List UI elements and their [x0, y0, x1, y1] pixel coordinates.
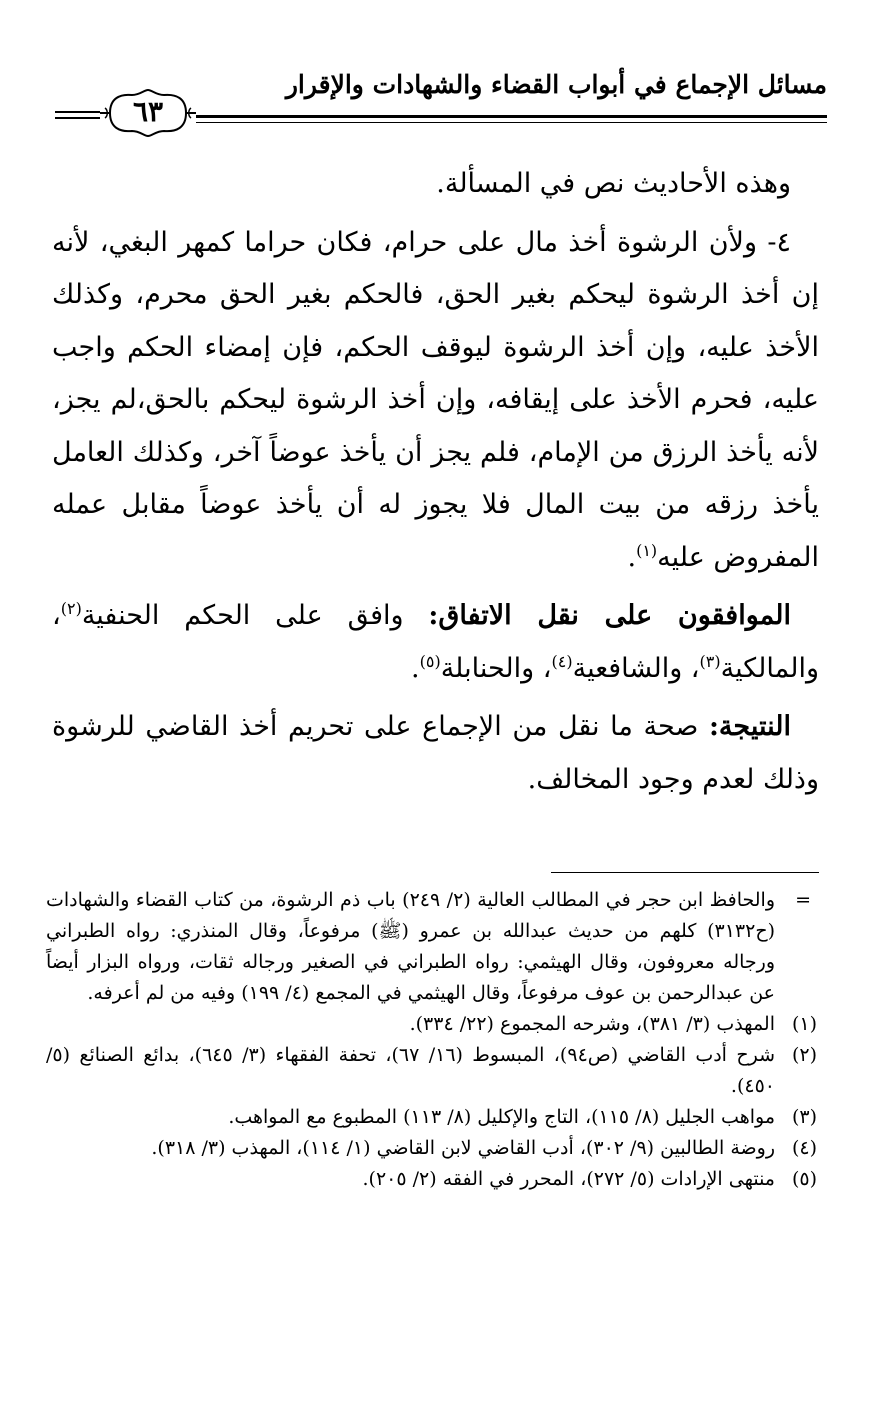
footnote-4 — [46, 1133, 819, 1164]
footnotes — [46, 885, 819, 1195]
footnote-2-mark: (٢) — [791, 1044, 817, 1066]
page-number-badge — [96, 86, 200, 140]
paragraph-3-end: . — [411, 652, 420, 684]
paragraph-3 — [52, 590, 819, 695]
paragraph-1: وهذه الأحاديث نص في المسألة. — [436, 168, 791, 199]
footnote-continuation-text: والحافظ ابن حجر في المطالب العالية (٢/ ٢٤٩) باب ذم الرشوة، من كتاب القضاء والشهادات (ح٣١٣٢) كلهم من حديث عبدالله بن عمرو (ﷺ) مرفوعاً، وقال المنذري: رواه الطبراني ورجاله معروفون، وقال الهيثمي: رواه الطبراني في الصغير ورجاله ثقات، ورواه البزار أيضاً عن عبدالرحمن بن عوف مرفوعاً، وقال الهيثمي في المجمع (٤/ ١٩٩) وفيه من لم أعرفه. — [46, 889, 775, 1004]
main-text — [52, 158, 819, 806]
header-rule-thin — [196, 122, 827, 123]
footnote-4-text: روضة الطالبين (٩/ ٣٠٢)، أدب القاضي لابن القاضي (١/ ١١٤)، المهذب (٣/ ٣١٨). — [151, 1137, 775, 1159]
result-label: النتيجة: — [708, 711, 791, 742]
footnote-ref-1[interactable]: (١) — [636, 540, 658, 560]
footnote-ref-4[interactable]: (٤) — [551, 651, 573, 671]
paragraph-3-text-d: ، والحنابلة — [440, 652, 552, 684]
footnote-5-text: منتهى الإرادات (٥/ ٢٧٢)، المحرر في الفقه (٢/ ٢٠٥). — [362, 1168, 775, 1190]
header-rule-left — [55, 111, 100, 113]
footnote-2 — [46, 1040, 819, 1102]
footnote-5 — [46, 1164, 819, 1195]
footnote-ref-3[interactable]: (٣) — [699, 651, 721, 671]
footnote-3-mark: (٣) — [791, 1106, 817, 1128]
running-title: مسائل الإجماع في أبواب القضاء والشهادات والإقرار — [285, 70, 827, 99]
paragraph-2 — [52, 217, 819, 585]
footnote-2-text: شرح أدب القاضي (ص٩٤)، المبسوط (١٦/ ٦٧)، تحفة الفقهاء (٣/ ٦٤٥)، بدائع الصنائع (٥/ ٤٥٠). — [46, 1044, 775, 1097]
agreeing-label: الموافقون على نقل الاتفاق: — [428, 600, 791, 631]
footnote-4-mark: (٤) — [791, 1137, 817, 1159]
paragraph-4 — [52, 701, 819, 806]
paragraph-4-text: صحة ما نقل من الإجماع على تحريم أخذ القاضي للرشوة وذلك لعدم وجود المخالف. — [52, 711, 819, 795]
footnote-continuation-mark: = — [795, 889, 811, 911]
footnote-1-text: المهذب (٣/ ٣٨١)، وشرحه المجموع (٢٢/ ٣٣٤). — [409, 1013, 775, 1035]
footnote-rule — [551, 872, 819, 873]
footnote-continuation — [46, 885, 819, 1009]
footnote-3 — [46, 1102, 819, 1133]
footnote-1 — [46, 1009, 819, 1040]
paragraph-3-text-c: ، والشافعية — [572, 652, 700, 684]
footnote-1-mark: (١) — [791, 1013, 817, 1035]
paragraph-3-text-b: ، والمالكية — [52, 600, 819, 684]
paragraph-2-end: . — [627, 541, 637, 573]
header-rule-left-2 — [55, 117, 100, 119]
header-rule — [196, 115, 827, 118]
page-number: ٦٣ — [132, 95, 164, 128]
footnote-ref-5[interactable]: (٥) — [419, 651, 441, 671]
paragraph-2-text: ٤- ولأن الرشوة أخذ مال على حرام، فكان حراما كمهر البغي، لأنه إن أخذ الرشوة ليحكم بغير الحق، فالحكم بغير الحق محرم، وكذلك الأخذ عليه، وإن أخذ الرشوة ليوقف الحكم، فإن إمضاء الحكم واجب عليه، فحرم الأخذ على إيقافه، وإن أخذ الرشوة ليحكم بالحق،لم يجز، لأنه يأخذ الرزق من الإمام، فلم يجز أن يأخذ عوضاً آخر، وكذلك العامل يأخذ رزقه من بيت المال فلا يجوز له أن يأخذ عوضاً مقابل عمله المفروض عليه — [52, 226, 819, 573]
footnote-3-text: مواهب الجليل (٨/ ١١٥)، التاج والإكليل (٨/ ١١٣) المطبوع مع المواهب. — [228, 1106, 775, 1128]
paragraph-3-text-a: وافق على الحكم الحنفية — [81, 600, 429, 631]
footnote-ref-2[interactable]: (٢) — [60, 599, 82, 618]
footnote-5-mark: (٥) — [791, 1168, 817, 1190]
